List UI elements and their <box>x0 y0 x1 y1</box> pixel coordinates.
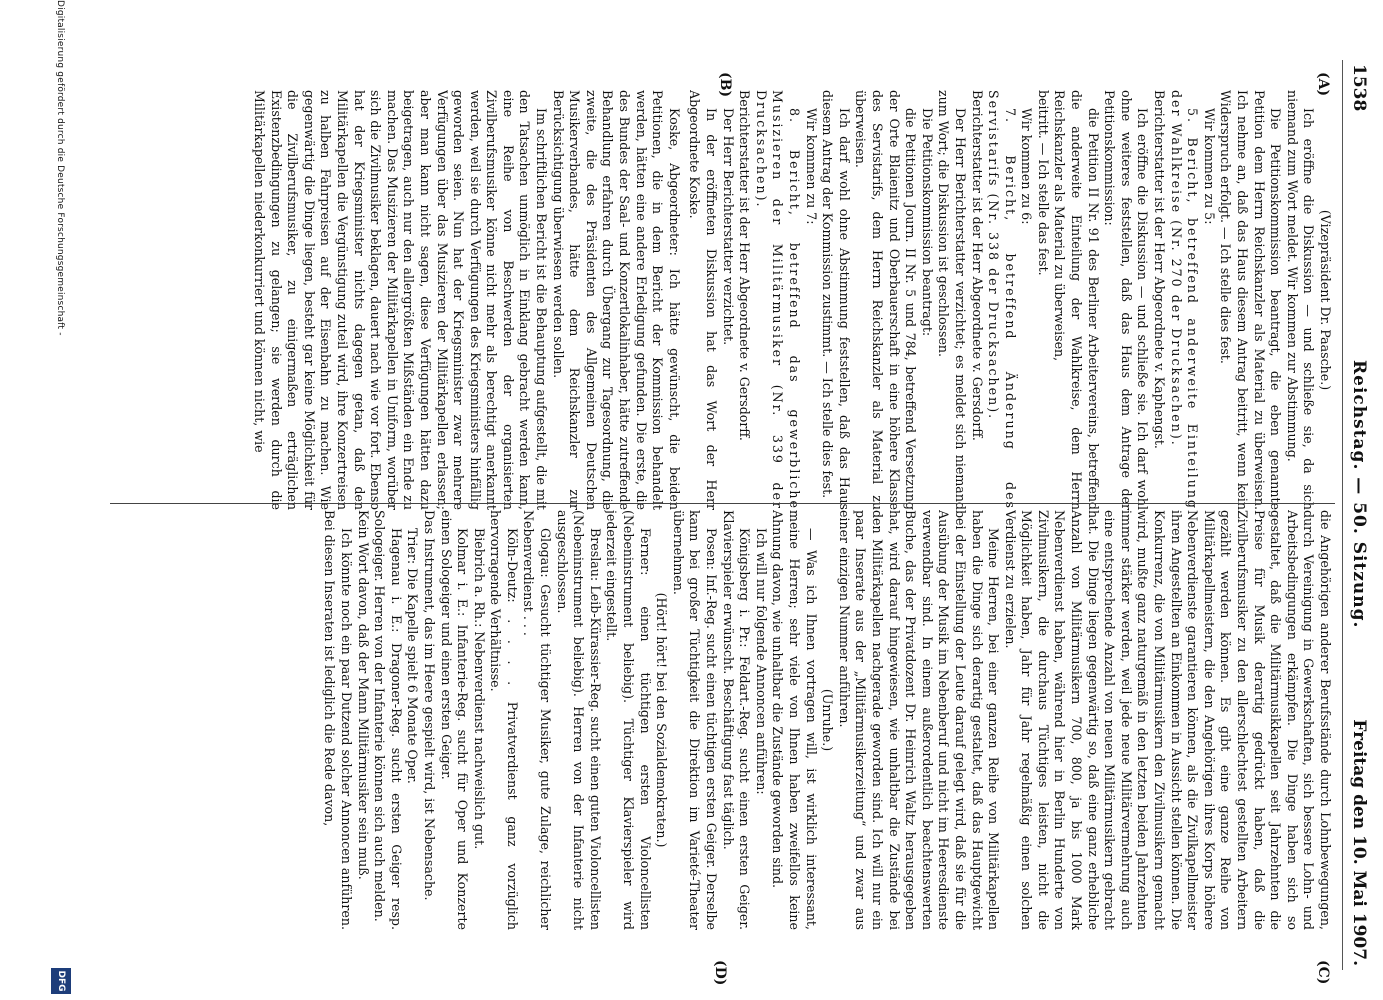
paragraph: Die Petitionskommission beantragt: <box>919 108 935 337</box>
advertisement-quote: Königsberg i. Pr.: Feldart.-Reg. sucht einen ersten Geiger. Klavierspieler erwünscht. Beschäftigung fast täglich. <box>720 510 753 930</box>
paragraph: Ich eröffne die Diskussion — und schließe sie, da sich niemand zum Wort meldet. Wir kommen zur Abstimmung. <box>1284 90 1317 510</box>
speech-paragraph: Kein Wort davon, daß der Mann Militärmusiker sein muß. <box>355 510 371 880</box>
paragraph: Berichterstatter ist der Herr Abgeordnete v. Gersdorff. <box>969 90 985 441</box>
agenda-item: 5. Bericht, betreffend anderweite Einteilung der Wahlkreise (Nr. 270 der Drucksachen). <box>1168 90 1201 510</box>
paragraph: beitritt. — Ich stelle das fest. <box>1035 90 1051 276</box>
interjection: (Hört! hört! bei den Sozialdemokraten.) <box>654 592 670 848</box>
speech-paragraph: — Was ich Ihnen vortragen will, ist wirklich interessant, meine Herren; sehr viele von Ihnen haben zweifellos keine Ahnung davon, wie unhaltbar die Zustände geworden sind. <box>770 510 819 930</box>
left-column <box>108 90 1333 510</box>
quoted-motion: die Petition II Nr. 91 des Berliner Arbeitervereins, betreffend die anderweite Einteilung der Wahlkreise, dem Herrn Reichskanzler als Material zu überweisen, <box>1052 90 1101 510</box>
advertisement-quote: Köln-Deutz: . . . . Privatverdienst ganz vorzüglich hervorragende Verhältnisse. <box>488 510 520 930</box>
advertisement-quote: Trier: Die Kapelle spielt 6 Monate Oper. <box>405 528 421 784</box>
advertisement-quote: Kolmar i. E.: Infanterie-Reg. sucht für Oper und Konzerte einen Sologeiger und einen ersten Geiger. <box>438 510 471 930</box>
paragraph: Wir kommen zu 6: <box>1019 108 1035 225</box>
margin-marker-c: (C) <box>1315 960 1331 985</box>
quoted-motion: die Petitionen Journ. II Nr. 5 und 784, betreffend Versetzung der Orte Blaienitz und Oberbauerschaft in eine höhere Klasse des Servistarifs, dem Herrn Reichskanzler als Material zu überweisen. <box>853 90 919 510</box>
agenda-item: 8. Bericht, betreffend das gewerbliche Musizieren der Militärmusiker (Nr. 339 der Drucksachen). <box>753 90 802 510</box>
paragraph: Berichterstatter ist der Herr Abgeordnete v. Gersdorff. <box>737 90 753 441</box>
agenda-item: 7. Bericht, betreffend Änderung des Servistarifs (Nr. 338 der Drucksachen). <box>986 90 1018 510</box>
interjection: (Unruhe.) <box>820 688 836 752</box>
speech-paragraph: Ich könnte noch ein paar Dutzend solcher Annoncen anführen. Bei diesen Inseraten ist lediglich die Rede davon, <box>322 510 354 930</box>
margin-marker-d: (D) <box>712 960 728 986</box>
margin-marker-b: (B) <box>717 72 733 98</box>
paragraph: Die Petitionskommission beantragt, die eben genannte Petition dem Herrn Reichskanzler als Material zu überweisen. Ich nehme an, daß das Haus diesem Antrag beitritt, wenn kein Widerspruch erfolgt. — Ich stelle dies fest. <box>1218 90 1284 510</box>
column-divider <box>110 503 1335 504</box>
paragraph: Ich darf wohl ohne Abstimmung feststellen, daß das Haus diesem Antrag der Kommission zustimmt. — Ich stelle dies fest. <box>820 90 852 510</box>
paragraph: Wir kommen zu 5: <box>1201 108 1217 225</box>
advertisement-quote: Posen: Inf.-Reg. sucht einen tüchtigen ersten Geiger. Derselbe kann bei großer Tüchtigkeit die Direktion im Varieté-Theater übernehmen. <box>670 510 720 930</box>
speech-paragraph: Koske, Abgeordneter: Ich hätte gewünscht, die beiden Petitionen, die in dem Bericht der Kommission behandelt werden, hätten eine andere Erledigung gefunden. Die erste, die des Bundes der Saal- und Konzertlokalinhaber, hätte zutreffende Behandlung erfahren durch Übergang zur Tagesordnung, die zweite, die des Präsidenten des Allgemeinen Deutschen Musikerverbandes, hätte dem Reichskanzler zur Berücksichtigung überwiesen werden sollen. <box>550 90 682 510</box>
document-page <box>103 40 1383 986</box>
advertisement-quote: Breslau: Leib-Kürassier-Reg. sucht einen guten Violoncellisten (Nebeninstrument beliebig). Herren von der Infanterie nicht ausgeschlossen. <box>554 510 603 930</box>
page-header <box>1339 40 1369 980</box>
paragraph: In der eröffneten Diskussion hat das Wort der Herr Abgeordnete Koske. <box>687 90 720 510</box>
speech-paragraph: die Angehörigen anderer Berufsstände durch Lohnbewegungen, durch Vereinigung in Gewerkschaften, sich bessere Lohn- und Arbeitsbedingungen erkämpfen. Die Dinge haben sich so gestaltet, daß die Militärmusikkapellen seit Jahrzehnten die Preise für Musik derartig gedrückt haben, daß die Zivilberufsmusiker zu den allerschlechtest gestellten Arbeitern gezählt werden können. Es gibt eine ganze Reihe von Militärkapellmeistern, die den Angehörigen ihres Korps höhere Nebenverdienste garantieren können, als die Zivilkapellmeister ihren Angestellten an Einkommen in Aussicht stellen können. Die Konkurrenz, die von Militärmusikern den Zivilmusikern gemacht wird, mußte ganz naturgemäß in den letzten beiden Jahrzehnten immer stärker werden, weil jede neue Militärvermehrung auch eine entsprechende Anzahl von neuen Militärmusikern gebracht hat. Die Dinge liegen gegenwärtig so, daß eine ganz erhebliche Anzahl von Militärmusikern 700, 800, ja bis 1000 Mark Nebenverdienst haben, während hier in Berlin Hunderte von Zivilmusikern, die durchaus Tüchtiges leisten, nicht die Möglichkeit haben, Jahr für Jahr regelmäßig einen solchen Verdienst zu erzielen. <box>1002 510 1333 930</box>
margin-marker-a: (A) <box>1315 72 1331 97</box>
speech-paragraph: Meine Herren, bei einer ganzen Reihe von Militärkapellen haben die Dinge sich derartig gestaltet, daß das Hauptgewicht bei der Einstellung der Leute darauf gelegt wird, daß sie für die Ausübung der Musik im Nebenberuf und nicht im Heeresdienste verwendbar sind. In einem außerordentlich beachtenswerten Buche, das der Privatdozent Dr. Heinrich Waltz herausgegeben hat, wird darauf hingewiesen, wie unhaltbar die Zustände bei den Militärkapellen nachgerade geworden sind. Ich will nur ein paar Inserate aus der „Militärmusikerzeitung“ und zwar aus einer einzigen Nummer anführen. <box>836 510 1002 930</box>
paragraph: Berichterstatter ist der Herr Abgeordnete v. Kaphengst. <box>1152 90 1168 449</box>
header-title: Reichstag. — 50. Sitzung. <box>1349 360 1369 629</box>
speaker-note: (Vizepräsident Dr. Paasche.) <box>1318 209 1333 391</box>
advertisement-quote: Ferner: einen tüchtigen ersten Violoncellisten (Nebeninstrument beliebig). Tüchtiger Klavierspieler wird jederzeit eingestellt. <box>604 510 653 930</box>
footer-strip <box>0 0 85 1000</box>
dfg-logo: DFG <box>51 968 71 994</box>
paragraph: Der Herr Berichterstatter verzichtet; es meldet sich niemand zum Wort; die Diskussion ist geschlossen. <box>936 90 968 510</box>
speech-paragraph: Das Instrument, das im Heere gespielt wird, ist Nebensache. <box>421 510 437 901</box>
funding-note: Digitalisierung gefördert durch die Deutsche Forschungsgemeinschaft - <box>55 0 65 336</box>
header-rule <box>1342 60 1343 970</box>
speech-paragraph: Im schriftlichen Bericht ist die Behauptung aufgestellt, die mit den Tatsachen unmöglich in Einklang gebracht werden kann, eine Reihe von Beschwerden der organisierten Zivilberufsmusiker könne nicht mehr als berechtigt anerkannt werden, weil sie durch Verfügungen des Kriegsministers hinfällig geworden seien. Nun hat der Kriegsminister zwar mehrere Verfügungen über das Musizieren der Militärkapellen erlassen; aber man kann nicht sagen, diese Verfügungen hätten dazu beigetragen, auch nur den allergrößten Mißständen ein Ende zu machen. Das Musizieren der Militärkapellen in Uniform, worüber sich die Zivilmusiker beklagen, dauert nach wie vor fort. Ebenso hat der Kriegsminister nichts dagegen getan, daß den Militärkapellen die Vergünstigung zuteil wird, ihre Konzertreisen zu halben Fahrpreisen auf der Eisenbahn zu machen. Wie gegenwärtig die Dinge liegen, besteht gar keine Möglichkeit für die Zivilberufsmusiker, zu einigermaßen erträglichen Existenzbedingungen zu gelangen; sie werden durch die Militärkapellen niederkonkurriert und können nicht, wie <box>252 90 550 510</box>
advertisement-quote: Glogau: Gesucht tüchtiger Musiker, gute Zulage, reichlicher Nebenverdienst . . . <box>521 510 554 930</box>
page-number: 1538 <box>1349 64 1369 112</box>
right-column <box>108 510 1333 930</box>
speech-paragraph: Ich will nur folgende Annoncen anführen: <box>753 528 769 795</box>
paragraph: Ich eröffne die Diskussion — und schließe sie. Ich darf wohl ohne weiteres feststellen, daß das Haus dem Antrage der Petitionskommission: <box>1102 90 1151 510</box>
advertisement-quote: Hagenau i. E.: Dragoner-Reg. sucht ersten Geiger resp. Sologeiger. Herren von der Infanterie können sich auch melden. <box>372 510 404 930</box>
header-date: Freitag den 10. Mai 1907. <box>1349 719 1369 966</box>
paragraph: Der Herr Berichterstatter verzichtet. <box>720 108 736 346</box>
advertisement-quote: Biebrich a. Rh.: Nebenverdienst nachweislich gut. <box>471 528 487 850</box>
paragraph: Wir kommen zu 7: <box>803 108 819 225</box>
